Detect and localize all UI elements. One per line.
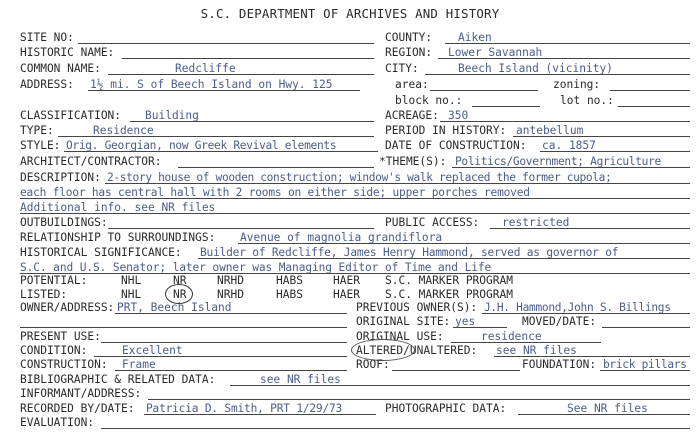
condition-label: CONDITION: [20,344,88,357]
informant-label: INFORMANT/ADDRESS: [20,387,142,400]
row-outbuildings-access [0,215,700,230]
description-label: DESCRIPTION: [20,171,101,184]
bibliographic-value: see NR files [260,373,341,386]
relationship-field[interactable] [238,243,690,244]
previous-owner-label: PREVIOUS OWNER(S): [356,301,478,314]
listed-haer[interactable]: HAER [333,288,360,301]
architect-label: ARCHITECT/CONTRACTOR: [20,155,162,168]
row-condition-altered [0,343,700,358]
address-field[interactable] [88,90,360,91]
altered-value: see NR files [496,344,577,357]
form-title: S.C. DEPARTMENT OF ARCHIVES AND HISTORY [200,6,500,21]
row-owner-previous [0,300,700,315]
altered-label: ALTERED/UNALTERED: [356,344,478,357]
description-line-2: each floor has central hall with 2 rooms on either side; upper porches removed [20,186,530,199]
city-value: Beech Island (vicinity) [458,62,613,75]
recorded-by-value: Patricia D. Smith, PRT 1/29/73 [146,402,343,415]
county-value: Aiken [458,31,492,44]
owner-value: PRT, Beech Island [117,301,232,314]
row-historic-region [0,45,700,60]
date-construction-label: DATE OF CONSTRUCTION: [385,139,527,152]
address-value: 1½ mi. S of Beech Island on Hwy. 125 [90,78,333,91]
county-label: COUNTY: [385,31,433,44]
description-field-3[interactable] [20,213,690,214]
condition-value: Excellent [122,344,183,357]
significance-field-1[interactable] [198,258,690,259]
potential-marker[interactable]: S.C. MARKER PROGRAM [385,274,513,287]
themes-value: Politics/Government; Agriculture [455,155,661,168]
recorded-by-label: RECORDED BY/DATE: [20,402,135,415]
address-label: ADDRESS: [20,78,74,91]
city-label: CITY: [385,62,419,75]
site-no-label: SITE NO: [20,31,74,44]
style-value: Orig. Georgian, now Greek Revival elements [66,139,337,152]
row-style-date [0,138,700,153]
row-evaluation [0,415,700,430]
construction-field[interactable] [115,370,347,371]
type-label: TYPE: [20,124,54,137]
row-present-use [0,329,700,344]
relationship-value: Avenue of magnolia grandiflora [240,231,443,244]
row-original-site [0,314,700,329]
outbuildings-label: OUTBUILDINGS: [20,216,108,229]
row-potential [0,273,700,288]
public-access-value: restricted [502,216,570,229]
region-value: Lower Savannah [448,46,543,59]
original-site-field[interactable] [453,327,507,328]
public-access-label: PUBLIC ACCESS: [385,216,480,229]
style-label: STYLE: [20,139,61,152]
row-informant [0,386,700,401]
original-use-label: ORIGINAL USE: [356,330,444,343]
themes-label: *THEME(S): [379,155,447,168]
county-field[interactable] [445,43,690,44]
construction-label: CONSTRUCTION: [20,358,108,371]
period-field[interactable] [513,136,690,137]
foundation-label: FOUNDATION: [522,358,597,371]
row-site-county [0,30,700,45]
description-field-1[interactable] [105,183,690,184]
type-field[interactable] [58,136,374,137]
evaluation-field[interactable] [101,428,690,429]
themes-field[interactable] [452,167,690,168]
acreage-label: ACREAGE: [385,109,439,122]
original-use-value: residence [481,330,542,343]
zoning-label: zoning: [553,78,601,91]
potential-habs[interactable]: HABS [276,274,303,287]
period-value: antebellum [516,124,584,137]
moved-date-field[interactable] [602,327,690,328]
region-label: REGION: [385,46,433,59]
classification-label: CLASSIFICATION: [20,109,122,122]
potential-nrhd[interactable]: NRHD [217,274,244,287]
row-type-period [0,123,700,138]
row-classification-acreage [0,108,700,123]
area-label: area: [395,78,429,91]
type-value: Residence [93,124,154,137]
row-description-3 [0,200,700,215]
public-access-field[interactable] [490,228,690,229]
common-name-value: Redcliffe [175,62,236,75]
row-architect-themes [0,154,700,169]
foundation-value: brick pillars [603,358,687,371]
listed-marker[interactable]: S.C. MARKER PROGRAM [385,288,513,301]
roof-field[interactable] [392,370,520,371]
description-field-2[interactable] [20,198,690,199]
potential-label: POTENTIAL: [20,274,88,287]
row-significance-1 [0,245,700,260]
row-address-area [0,77,700,92]
significance-label: HISTORICAL SIGNIFICANCE: [20,246,182,259]
row-description-2 [0,185,700,200]
historic-name-label: HISTORIC NAME: [20,46,115,59]
outbuildings-field[interactable] [108,228,374,229]
listed-nr[interactable]: NR [173,288,187,301]
date-construction-field[interactable] [540,151,690,152]
bibliographic-label: BIBLIOGRAPHIC & RELATED DATA: [20,373,216,386]
informant-field[interactable] [148,399,690,400]
row-description-1 [0,170,700,185]
zoning-field[interactable] [610,90,690,91]
style-field[interactable] [64,151,378,152]
relationship-label: RELATIONSHIP TO SURROUNDINGS: [20,231,216,244]
block-no-field[interactable] [472,106,540,107]
lot-no-field[interactable] [618,106,690,107]
lot-no-label: lot no.: [560,94,614,107]
acreage-value: 350 [448,109,469,122]
significance-line-1: Builder of Redcliffe, James Henry Hammond, served as governor of [200,246,619,259]
region-field[interactable] [438,58,690,59]
moved-date-label: MOVED/DATE: [522,315,597,328]
common-name-label: COMMON NAME: [20,62,101,75]
original-site-label: ORIGINAL SITE: [356,315,451,328]
significance-line-2: S.C. and U.S. Senator; later owner was Managing Editor of Time and Life [20,261,492,274]
owner-label: OWNER/ADDRESS: [20,301,115,314]
city-field[interactable] [425,74,690,75]
classification-value: Building [145,109,199,122]
common-name-field[interactable] [108,74,374,75]
row-bibliographic [0,372,700,387]
row-block-lot [0,93,700,108]
period-label: PERIOD IN HISTORY: [385,124,507,137]
previous-owner-value: J.H. Hammond,John S. Billings [484,301,671,314]
listed-nhl[interactable]: NHL [121,288,142,301]
row-construction-roof [0,357,700,372]
block-no-label: block no.: [395,94,463,107]
construction-value: Frame [122,358,156,371]
present-use-label: PRESENT USE: [20,330,101,343]
description-line-3: Additional info. see NR files [20,201,216,214]
roof-label: ROOF: [356,358,390,371]
area-field[interactable] [430,90,538,91]
listed-habs[interactable]: HABS [276,288,303,301]
foundation-field[interactable] [600,370,690,371]
owner-field-2[interactable] [20,327,347,328]
acreage-field[interactable] [440,121,690,122]
site-no-field[interactable] [78,43,374,44]
historic-name-field[interactable] [122,58,374,59]
description-line-1: 2-story house of wooden construction; window's walk replaced the former cupola; [107,171,612,184]
listed-label: LISTED: [20,288,68,301]
row-recorded-photo [0,401,700,416]
photographic-label: PHOTOGRAPHIC DATA: [385,402,507,415]
potential-nr[interactable]: NR [173,274,187,287]
listed-nrhd[interactable]: NRHD [217,288,244,301]
original-site-value: yes [455,315,476,328]
architect-field[interactable] [178,167,374,168]
evaluation-label: EVALUATION: [20,416,95,429]
potential-haer[interactable]: HAER [333,274,360,287]
date-construction-value: ca. 1857 [542,139,596,152]
potential-nhl[interactable]: NHL [121,274,142,287]
row-common-city [0,61,700,76]
classification-field[interactable] [130,121,374,122]
row-relationship [0,230,700,245]
photographic-value: See NR files [567,402,648,415]
